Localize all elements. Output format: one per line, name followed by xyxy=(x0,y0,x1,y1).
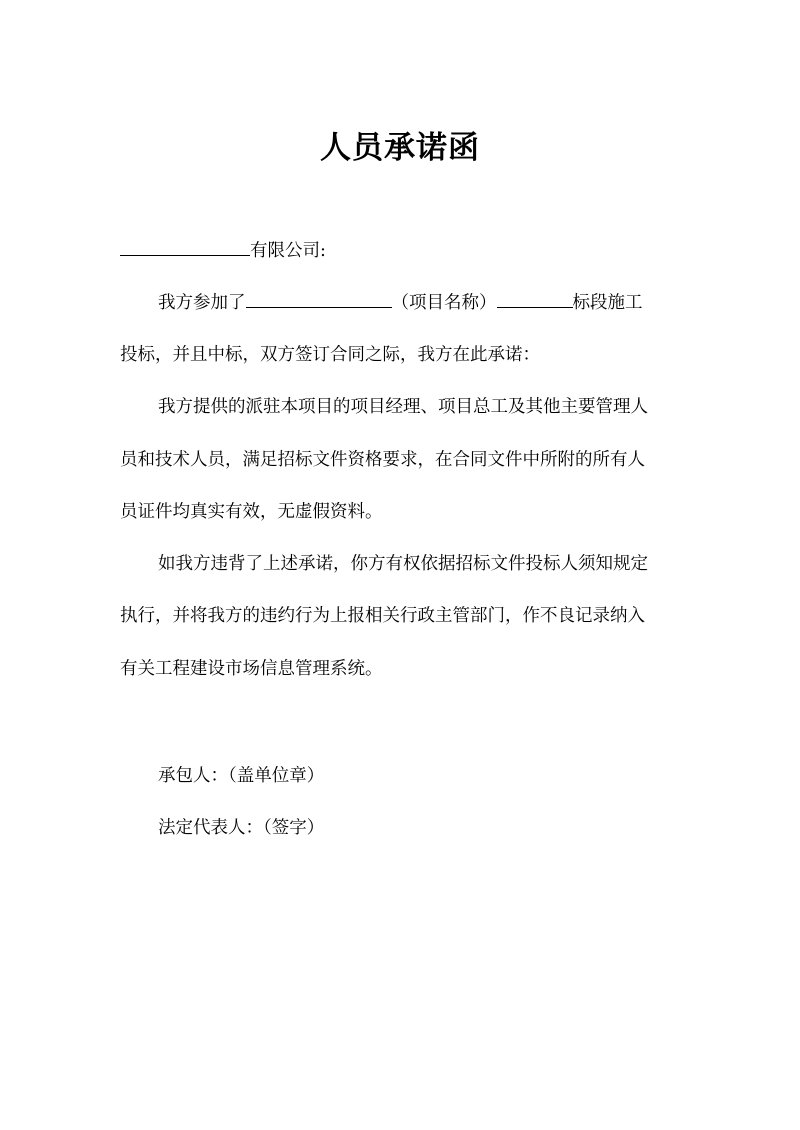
project-name-label: （项目名称） xyxy=(391,293,497,313)
para3-line3: 有关工程建设市场信息管理系统。 xyxy=(120,659,383,679)
salutation-suffix: 有限公司: xyxy=(250,241,326,261)
para2-line3: 员证件均真实有效，无虚假资料。 xyxy=(120,502,383,522)
para2-line1: 我方提供的派驻本项目的项目经理、项目总工及其他主要管理人 xyxy=(158,397,648,417)
section-blank xyxy=(497,289,573,308)
company-name-blank xyxy=(120,237,250,256)
contractor-seal-line: 承包人：（盖单位章） xyxy=(158,766,325,786)
salutation-line xyxy=(120,237,690,264)
para1-suffix: 标段施工 xyxy=(572,293,643,313)
page-title: 人员承诺函 xyxy=(320,130,480,166)
para3-line2: 执行，并将我方的违约行为上报相关行政主管部门，作不良记录纳入 xyxy=(120,606,645,626)
para1-line2: 投标，并且中标，双方签订合同之际，我方在此承诺： xyxy=(120,345,540,365)
para3-line1: 如我方违背了上述承诺，你方有权依据招标文件投标人须知规定 xyxy=(158,554,648,574)
para1-prefix: 我方参加了 xyxy=(158,293,246,313)
para1-line1 xyxy=(158,289,728,316)
project-name-blank xyxy=(246,289,392,308)
legal-rep-signature-line: 法定代表人：（签字） xyxy=(158,818,325,838)
para2-line2: 员和技术人员，满足招标文件资格要求，在合同文件中所附的所有人 xyxy=(120,450,645,470)
